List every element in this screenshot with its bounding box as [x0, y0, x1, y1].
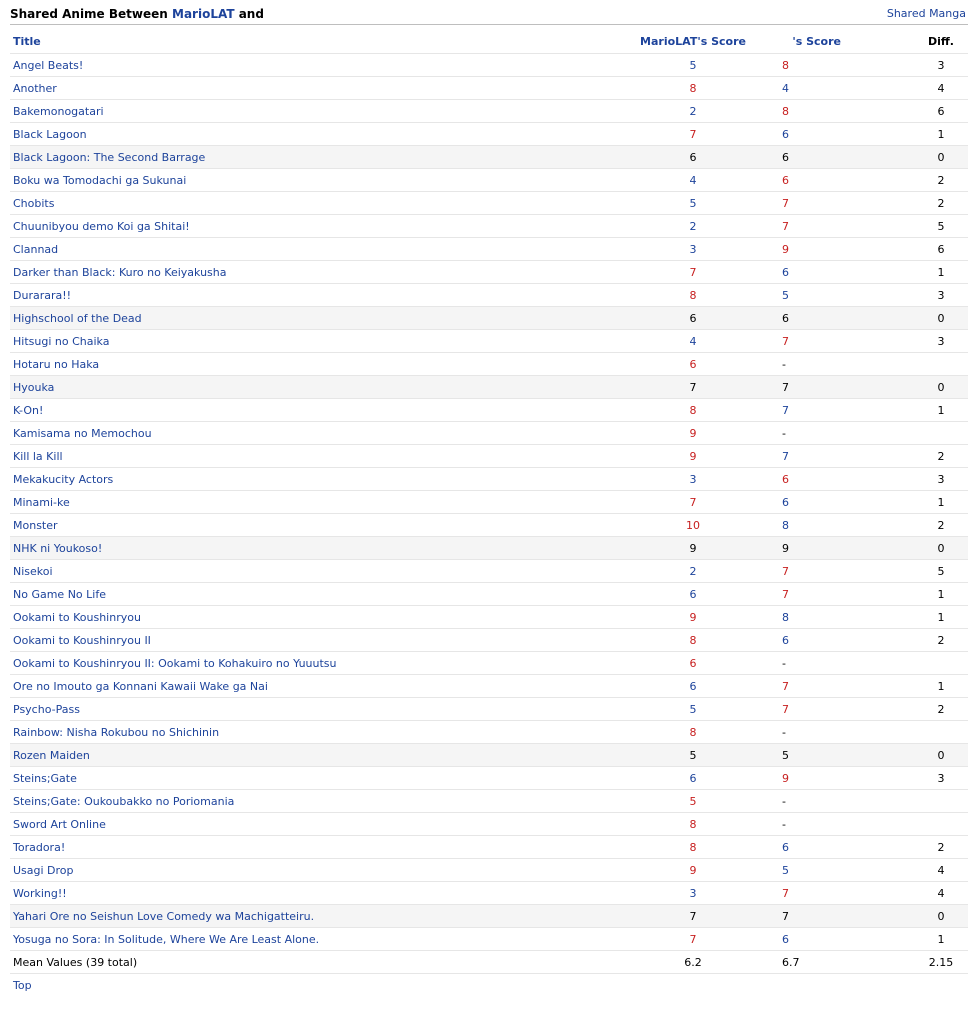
- table-row: [10, 353, 968, 376]
- anime-title-link[interactable]: Kill la Kill: [13, 449, 63, 463]
- user-score-cell: 6: [604, 767, 782, 790]
- anime-title-link[interactable]: Ookami to Koushinryou: [13, 610, 141, 624]
- other-score-cell: 8: [782, 514, 906, 537]
- other-score-cell: -: [782, 813, 906, 836]
- anime-title-link[interactable]: Ookami to Koushinryou II: Ookami to Kohakuiro no Yuuutsu: [13, 656, 337, 670]
- diff-cell: [906, 652, 968, 675]
- user-score-cell: 8: [604, 399, 782, 422]
- anime-title-link[interactable]: Mekakucity Actors: [13, 472, 114, 486]
- table-row: [10, 583, 968, 606]
- mean-user-score: 6.2: [604, 951, 782, 974]
- shared-manga-link[interactable]: Shared Manga: [886, 7, 966, 20]
- diff-cell: [906, 353, 968, 376]
- anime-title-cell: [10, 353, 604, 376]
- diff-cell: 4: [906, 882, 968, 905]
- user-score-cell: 6: [604, 675, 782, 698]
- table-row: [10, 882, 968, 905]
- diff-cell: 2: [906, 629, 968, 652]
- mean-values-label: Mean Values (39 total): [10, 951, 604, 974]
- table-row: [10, 261, 968, 284]
- other-score-cell: 6: [782, 146, 906, 169]
- anime-title-cell: [10, 652, 604, 675]
- anime-title-cell: [10, 905, 604, 928]
- anime-title-cell: [10, 767, 604, 790]
- anime-title-cell: [10, 77, 604, 100]
- user-score-cell: 7: [604, 905, 782, 928]
- anime-title-cell: [10, 675, 604, 698]
- diff-cell: 1: [906, 399, 968, 422]
- user-score-cell: 6: [604, 583, 782, 606]
- anime-title-link[interactable]: Working!!: [13, 886, 67, 900]
- table-row: [10, 399, 968, 422]
- anime-title-link[interactable]: Psycho-Pass: [13, 702, 80, 716]
- user-score-cell: 5: [604, 698, 782, 721]
- other-score-cell: 6: [782, 307, 906, 330]
- anime-title-link[interactable]: Usagi Drop: [13, 863, 74, 877]
- other-score-cell: 7: [782, 583, 906, 606]
- other-score-cell: 8: [782, 606, 906, 629]
- user-score-cell: 4: [604, 169, 782, 192]
- anime-title-link[interactable]: Highschool of the Dead: [13, 311, 142, 325]
- column-other-score-header[interactable]: 's Score: [782, 29, 906, 54]
- user-score-cell: 8: [604, 721, 782, 744]
- table-row: [10, 744, 968, 767]
- user-score-cell: 5: [604, 192, 782, 215]
- table-row: [10, 54, 968, 77]
- table-row: [10, 721, 968, 744]
- anime-title-link[interactable]: Black Lagoon: [13, 127, 87, 141]
- other-score-cell: 7: [782, 882, 906, 905]
- user-score-cell: 9: [604, 445, 782, 468]
- anime-title-cell: [10, 560, 604, 583]
- page-header: [10, 6, 968, 25]
- table-row: [10, 376, 968, 399]
- anime-title-link[interactable]: Monster: [13, 518, 58, 532]
- anime-title-cell: [10, 146, 604, 169]
- diff-cell: 1: [906, 261, 968, 284]
- column-title-header[interactable]: Title: [10, 29, 604, 54]
- anime-title-link[interactable]: Minami-ke: [13, 495, 70, 509]
- diff-cell: 0: [906, 307, 968, 330]
- other-score-cell: 7: [782, 675, 906, 698]
- anime-title-cell: [10, 307, 604, 330]
- other-score-cell: 6: [782, 629, 906, 652]
- user-score-cell: 9: [604, 606, 782, 629]
- anime-title-link[interactable]: Hyouka: [13, 380, 55, 394]
- table-row: [10, 330, 968, 353]
- diff-cell: 2: [906, 514, 968, 537]
- anime-title-link[interactable]: Bakemonogatari: [13, 104, 104, 118]
- table-row: [10, 307, 968, 330]
- other-score-cell: 6: [782, 491, 906, 514]
- title-prefix: Shared Anime Between: [10, 7, 168, 21]
- anime-title-link[interactable]: Hitsugi no Chaika: [13, 334, 110, 348]
- anime-title-link[interactable]: Rainbow: Nisha Rokubou no Shichinin: [13, 725, 220, 739]
- table-row: [10, 238, 968, 261]
- anime-title-cell: [10, 192, 604, 215]
- other-score-cell: 7: [782, 905, 906, 928]
- table-row: [10, 652, 968, 675]
- other-score-cell: -: [782, 652, 906, 675]
- user-score-cell: 7: [604, 123, 782, 146]
- anime-title-cell: [10, 422, 604, 445]
- anime-title-cell: [10, 721, 604, 744]
- other-score-cell: 9: [782, 238, 906, 261]
- user-score-cell: 9: [604, 537, 782, 560]
- title-suffix: and: [238, 7, 264, 21]
- anime-title-link[interactable]: NHK ni Youkoso!: [13, 541, 103, 555]
- user-score-cell: 9: [604, 422, 782, 445]
- table-row: [10, 146, 968, 169]
- user-score-cell: 10: [604, 514, 782, 537]
- other-score-cell: 8: [782, 54, 906, 77]
- other-score-cell: 7: [782, 330, 906, 353]
- diff-cell: 0: [906, 146, 968, 169]
- anime-title-link[interactable]: Nisekoi: [13, 564, 53, 578]
- diff-cell: 3: [906, 468, 968, 491]
- anime-title-link[interactable]: Sword Art Online: [13, 817, 106, 831]
- diff-cell: 1: [906, 491, 968, 514]
- anime-title-cell: [10, 284, 604, 307]
- anime-title-cell: [10, 882, 604, 905]
- diff-cell: [906, 721, 968, 744]
- diff-cell: 0: [906, 537, 968, 560]
- user-score-cell: 2: [604, 215, 782, 238]
- other-score-cell: 9: [782, 767, 906, 790]
- anime-title-link[interactable]: No Game No Life: [13, 587, 106, 601]
- other-score-cell: -: [782, 422, 906, 445]
- table-row: [10, 491, 968, 514]
- user-score-cell: 2: [604, 100, 782, 123]
- anime-title-link[interactable]: Toradora!: [13, 840, 66, 854]
- table-header-row: [10, 29, 968, 54]
- other-score-cell: 5: [782, 744, 906, 767]
- anime-title-cell: [10, 606, 604, 629]
- table-row: [10, 836, 968, 859]
- user-score-cell: 8: [604, 629, 782, 652]
- anime-title-cell: [10, 330, 604, 353]
- anime-title-link[interactable]: Kamisama no Memochou: [13, 426, 152, 440]
- user-score-cell: 6: [604, 652, 782, 675]
- other-score-cell: -: [782, 353, 906, 376]
- table-row: [10, 77, 968, 100]
- table-row: [10, 560, 968, 583]
- anime-title-link[interactable]: K-On!: [13, 403, 44, 417]
- anime-title-link[interactable]: Black Lagoon: The Second Barrage: [13, 150, 206, 164]
- diff-cell: 1: [906, 583, 968, 606]
- anime-title-cell: [10, 491, 604, 514]
- other-score-cell: 5: [782, 859, 906, 882]
- diff-cell: 6: [906, 100, 968, 123]
- anime-title-cell: [10, 238, 604, 261]
- anime-title-cell: [10, 859, 604, 882]
- anime-title-cell: [10, 928, 604, 951]
- mean-values-row: [10, 951, 968, 974]
- anime-title-link[interactable]: Chuunibyou demo Koi ga Shitai!: [13, 219, 190, 233]
- anime-title-link[interactable]: Darker than Black: Kuro no Keiyakusha: [13, 265, 227, 279]
- anime-title-cell: [10, 445, 604, 468]
- anime-title-link[interactable]: Chobits: [13, 196, 55, 210]
- other-score-cell: -: [782, 790, 906, 813]
- user-score-cell: 3: [604, 468, 782, 491]
- anime-title-cell: [10, 514, 604, 537]
- anime-title-cell: [10, 629, 604, 652]
- mean-other-score: 6.7: [782, 951, 906, 974]
- other-score-cell: 6: [782, 169, 906, 192]
- page-title: [10, 7, 264, 21]
- table-row: [10, 698, 968, 721]
- user-score-cell: 5: [604, 54, 782, 77]
- table-row: [10, 468, 968, 491]
- user-score-cell: 5: [604, 790, 782, 813]
- diff-cell: 1: [906, 606, 968, 629]
- diff-cell: 4: [906, 77, 968, 100]
- other-score-cell: 5: [782, 284, 906, 307]
- other-score-cell: -: [782, 721, 906, 744]
- table-row: [10, 905, 968, 928]
- anime-title-link[interactable]: Boku wa Tomodachi ga Sukunai: [13, 173, 187, 187]
- diff-cell: 0: [906, 905, 968, 928]
- user-score-cell: 2: [604, 560, 782, 583]
- other-score-cell: 7: [782, 698, 906, 721]
- anime-title-cell: [10, 583, 604, 606]
- user-score-cell: 6: [604, 146, 782, 169]
- other-score-cell: 7: [782, 399, 906, 422]
- table-row: [10, 859, 968, 882]
- diff-cell: 3: [906, 284, 968, 307]
- diff-cell: 4: [906, 859, 968, 882]
- user-score-cell: 7: [604, 928, 782, 951]
- other-score-cell: 7: [782, 376, 906, 399]
- user-score-cell: 9: [604, 859, 782, 882]
- anime-title-cell: [10, 698, 604, 721]
- anime-title-link[interactable]: Ore no Imouto ga Konnani Kawaii Wake ga Nai: [13, 679, 268, 693]
- user-score-cell: 6: [604, 353, 782, 376]
- anime-title-cell: [10, 123, 604, 146]
- other-score-cell: 9: [782, 537, 906, 560]
- anime-title-cell: [10, 836, 604, 859]
- diff-cell: 2: [906, 445, 968, 468]
- user-score-cell: 7: [604, 491, 782, 514]
- anime-title-cell: [10, 468, 604, 491]
- table-row: [10, 169, 968, 192]
- user-score-cell: 8: [604, 284, 782, 307]
- diff-cell: 1: [906, 675, 968, 698]
- anime-title-link[interactable]: Angel Beats!: [13, 58, 84, 72]
- diff-cell: [906, 813, 968, 836]
- diff-cell: 3: [906, 330, 968, 353]
- table-row: [10, 675, 968, 698]
- table-body: [10, 54, 968, 951]
- table-row: [10, 629, 968, 652]
- anime-title-link[interactable]: Hotaru no Haka: [13, 357, 100, 371]
- user-score-cell: 8: [604, 813, 782, 836]
- column-diff-header: Diff.: [906, 29, 968, 54]
- user-profile-link[interactable]: MarioLAT: [172, 7, 235, 21]
- diff-cell: [906, 790, 968, 813]
- other-score-cell: 6: [782, 261, 906, 284]
- anime-title-link[interactable]: Ookami to Koushinryou II: [13, 633, 151, 647]
- other-score-cell: 7: [782, 215, 906, 238]
- anime-title-link[interactable]: Yahari Ore no Seishun Love Comedy wa Machigatteiru.: [13, 909, 315, 923]
- mean-diff: 2.15: [906, 951, 968, 974]
- user-score-cell: 5: [604, 744, 782, 767]
- diff-cell: 3: [906, 54, 968, 77]
- anime-title-link[interactable]: Another: [13, 81, 57, 95]
- anime-title-link[interactable]: Steins;Gate: Oukoubakko no Poriomania: [13, 794, 235, 808]
- anime-title-cell: [10, 215, 604, 238]
- diff-cell: 0: [906, 744, 968, 767]
- other-score-cell: 6: [782, 928, 906, 951]
- anime-title-cell: [10, 790, 604, 813]
- user-score-cell: 7: [604, 261, 782, 284]
- top-link[interactable]: Top: [13, 978, 32, 992]
- diff-cell: 2: [906, 169, 968, 192]
- anime-title-cell: [10, 169, 604, 192]
- table-row: [10, 767, 968, 790]
- table-row: [10, 422, 968, 445]
- other-score-cell: 7: [782, 560, 906, 583]
- table-row: [10, 813, 968, 836]
- top-link-row: [10, 974, 968, 997]
- user-score-cell: 6: [604, 307, 782, 330]
- anime-title-cell: [10, 537, 604, 560]
- other-score-cell: 6: [782, 468, 906, 491]
- other-score-cell: 6: [782, 123, 906, 146]
- other-score-cell: 7: [782, 192, 906, 215]
- user-score-cell: 4: [604, 330, 782, 353]
- diff-cell: 1: [906, 928, 968, 951]
- diff-cell: 0: [906, 376, 968, 399]
- other-score-cell: 4: [782, 77, 906, 100]
- table-row: [10, 445, 968, 468]
- diff-cell: 2: [906, 192, 968, 215]
- anime-title-cell: [10, 744, 604, 767]
- table-row: [10, 215, 968, 238]
- table-row: [10, 928, 968, 951]
- anime-title-link[interactable]: Clannad: [13, 242, 59, 256]
- diff-cell: 5: [906, 215, 968, 238]
- diff-cell: 2: [906, 836, 968, 859]
- other-score-cell: 7: [782, 445, 906, 468]
- table-row: [10, 284, 968, 307]
- anime-title-link[interactable]: Steins;Gate: [13, 771, 77, 785]
- table-row: [10, 606, 968, 629]
- table-row: [10, 790, 968, 813]
- table-row: [10, 123, 968, 146]
- diff-cell: 1: [906, 123, 968, 146]
- anime-title-cell: [10, 376, 604, 399]
- column-user-score-header[interactable]: MarioLAT's Score: [604, 29, 782, 54]
- diff-cell: 3: [906, 767, 968, 790]
- diff-cell: 5: [906, 560, 968, 583]
- anime-title-cell: [10, 261, 604, 284]
- user-score-cell: 3: [604, 882, 782, 905]
- other-score-cell: 8: [782, 100, 906, 123]
- anime-title-cell: [10, 100, 604, 123]
- user-score-cell: 8: [604, 836, 782, 859]
- anime-title-link[interactable]: Durarara!!: [13, 288, 72, 302]
- table-row: [10, 100, 968, 123]
- other-score-cell: 6: [782, 836, 906, 859]
- anime-title-cell: [10, 399, 604, 422]
- anime-title-link[interactable]: Yosuga no Sora: In Solitude, Where We Are Least Alone.: [13, 932, 320, 946]
- user-score-cell: 7: [604, 376, 782, 399]
- anime-title-link[interactable]: Rozen Maiden: [13, 748, 90, 762]
- shared-anime-table: [10, 29, 968, 996]
- table-row: [10, 514, 968, 537]
- anime-title-cell: [10, 813, 604, 836]
- table-row: [10, 537, 968, 560]
- user-score-cell: 3: [604, 238, 782, 261]
- user-score-cell: 8: [604, 77, 782, 100]
- diff-cell: 6: [906, 238, 968, 261]
- diff-cell: [906, 422, 968, 445]
- anime-title-cell: [10, 54, 604, 77]
- table-row: [10, 192, 968, 215]
- diff-cell: 2: [906, 698, 968, 721]
